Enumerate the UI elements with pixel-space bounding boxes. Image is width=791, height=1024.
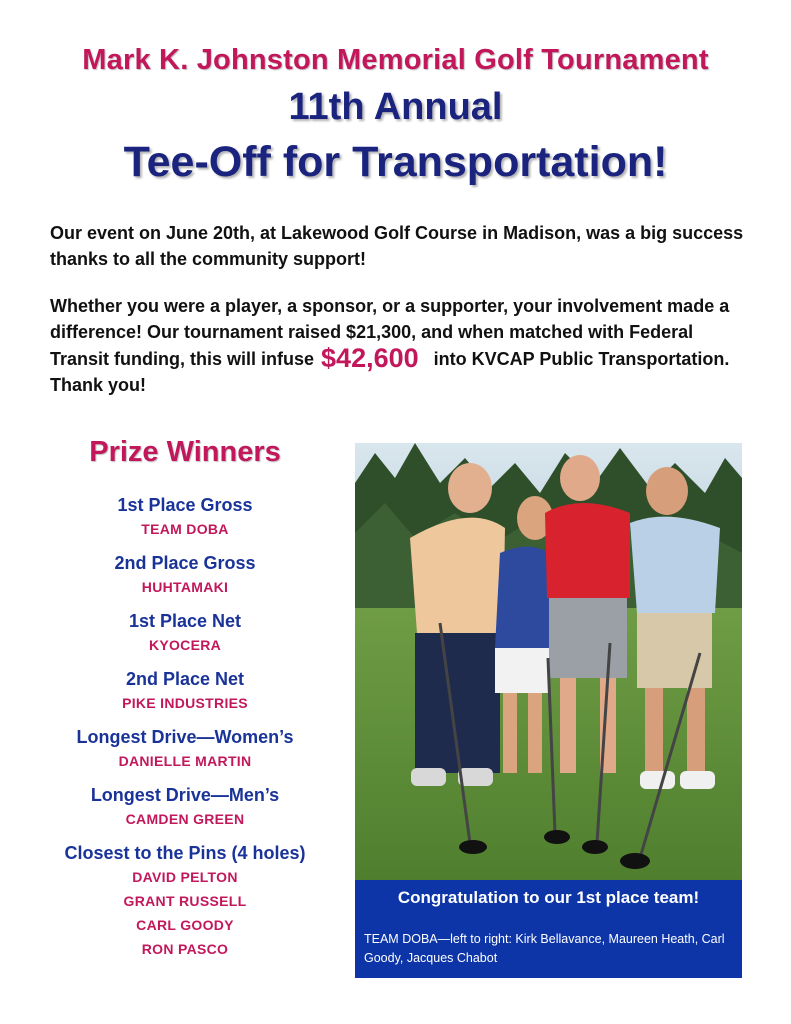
award-category: Closest to the Pins (4 holes) <box>64 843 306 863</box>
award-block <box>45 552 325 599</box>
event-title: Tee-Off for Transportation! <box>123 138 668 186</box>
tournament-name: Mark K. Johnston Memorial Golf Tournament <box>82 44 709 76</box>
intro-paragraph: Our event on June 20th, at Lakewood Golf Course in Madison, was a big success thanks to all the community support! <box>50 223 744 269</box>
team-photo-illustration <box>355 443 742 880</box>
award-category: 2nd Place Gross <box>114 553 256 573</box>
award-category: Longest Drive—Women’s <box>76 727 294 747</box>
award-winner: DANIELLE MARTIN <box>118 753 252 769</box>
award-winner: RON PASCO <box>141 941 229 957</box>
award-category: 1st Place Net <box>128 611 242 631</box>
award-winner: CAMDEN GREEN <box>125 811 245 827</box>
prize-list <box>45 494 325 972</box>
award-winner: HUHTAMAKI <box>141 579 229 595</box>
caption-title: Congratulation to our 1st place team! <box>397 888 700 907</box>
total-amount: $42,600 <box>321 343 419 373</box>
fundraising-text-end: into KVCAP Public Transportation. Thank you! <box>50 349 730 395</box>
fundraising-paragraph <box>50 293 750 398</box>
award-block <box>45 842 325 961</box>
caption-text: TEAM DOBA—left to right: Kirk Bellavance, Maureen Heath, Carl Goody, Jacques Chabot <box>364 932 725 965</box>
fundraising-text-start: Whether you were a player, a sponsor, or a supporter, your involvement made a difference! Our tournament raised $21,300, and when matched with Federal Transit funding, this will infuse <box>50 296 730 369</box>
award-block <box>45 610 325 657</box>
award-block <box>45 494 325 541</box>
award-block <box>45 726 325 773</box>
award-winner: GRANT RUSSELL <box>123 893 247 909</box>
photo-caption <box>355 880 742 978</box>
award-category: Longest Drive—Men’s <box>90 785 280 805</box>
team-photo <box>355 443 742 880</box>
annual-heading: 11th Annual <box>288 86 503 128</box>
award-winner: PIKE INDUSTRIES <box>122 695 248 711</box>
award-winner: TEAM DOBA <box>141 521 229 537</box>
award-block <box>45 784 325 831</box>
award-winner: KYOCERA <box>148 637 222 653</box>
prize-winners-heading: Prize Winners <box>89 436 281 468</box>
award-category: 2nd Place Net <box>125 669 245 689</box>
award-category: 1st Place Gross <box>117 495 253 515</box>
award-winner: CARL GOODY <box>136 917 234 933</box>
award-winner: DAVID PELTON <box>132 869 238 885</box>
award-block <box>45 668 325 715</box>
